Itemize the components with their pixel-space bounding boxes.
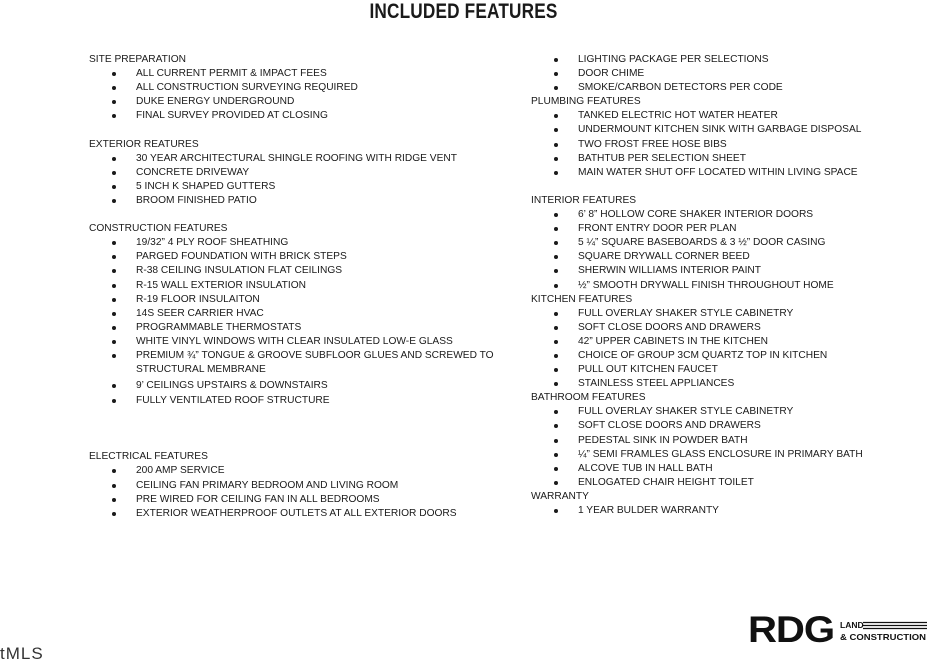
section-electrical-features (89, 450, 509, 520)
list-item: 9’ CEILINGS UPSTAIRS & DOWNSTAIRS (89, 379, 509, 393)
list-item: CONCRETE DRIVEWAY (89, 166, 509, 180)
right-column (531, 53, 911, 518)
list-item: 6’ 8” HOLLOW CORE SHAKER INTERIOR DOORS (531, 208, 911, 222)
list-item: WHITE VINYL WINDOWS WITH CLEAR INSULATED LOW-E GLASS (89, 335, 509, 349)
list-item: LIGHTING PACKAGE PER SELECTIONS (531, 53, 911, 67)
mls-watermark: tMLS (0, 644, 44, 663)
section-kitchen-features (531, 293, 911, 392)
list-item: ½” SMOOTH DRYWALL FINISH THROUGHOUT HOME (531, 279, 911, 293)
feature-list (531, 405, 911, 490)
list-item: FULL OVERLAY SHAKER STYLE CABINETRY (531, 405, 911, 419)
list-item: PRE WIRED FOR CEILING FAN IN ALL BEDROOMS (89, 493, 509, 507)
list-item: SQUARE DRYWALL CORNER BEED (531, 250, 911, 264)
list-item: ¼” SEMI FRAMLES GLASS ENCLOSURE IN PRIMARY BATH (531, 448, 911, 462)
list-item: SHERWIN WILLIAMS INTERIOR PAINT (531, 264, 911, 278)
list-item: PROGRAMMABLE THERMOSTATS (89, 321, 509, 335)
list-item: ALL CONSTRUCTION SURVEYING REQUIRED (89, 81, 509, 95)
section-title: PLUMBING FEATURES (531, 96, 641, 108)
section-warranty (531, 490, 911, 518)
section-title: KITCHEN FEATURES (531, 293, 633, 305)
logo-mark: RDG (748, 609, 834, 648)
feature-list (531, 208, 911, 293)
section-title: INTERIOR FEATURES (531, 194, 637, 206)
list-item: PEDESTAL SINK IN POWDER BATH (531, 434, 911, 448)
section-site-preparation (89, 53, 509, 123)
list-item: DOOR CHIME (531, 67, 911, 81)
section-interior-features (531, 194, 911, 293)
list-item: 42” UPPER CABINETS IN THE KITCHEN (531, 335, 911, 349)
feature-list (89, 67, 509, 123)
section-title: CONSTRUCTION FEATURES (89, 223, 228, 235)
feature-list (531, 307, 911, 392)
list-item: 1 YEAR BULDER WARRANTY (531, 504, 911, 518)
feature-list (89, 152, 509, 208)
left-column (89, 53, 509, 521)
section-exterior-features (89, 138, 509, 208)
list-item: STAINLESS STEEL APPLIANCES (531, 377, 911, 391)
list-item: R-19 FLOOR INSULAITON (89, 293, 509, 307)
list-item: 200 AMP SERVICE (89, 464, 509, 478)
list-item: EXTERIOR WEATHERPROOF OUTLETS AT ALL EXTERIOR DOORS (89, 507, 509, 521)
list-item: PULL OUT KITCHEN FAUCET (531, 363, 911, 377)
section-title: SITE PREPARATION (89, 54, 186, 65)
feature-list (531, 109, 911, 179)
list-item: PREMIUM ¾” TONGUE & GROOVE SUBFLOOR GLUES AND SCREWED TO STRUCTURAL MEMBRANE (89, 349, 496, 377)
page-title: INCLUDED FEATURES (369, 0, 558, 23)
feature-list (531, 504, 911, 518)
list-item: SMOKE/CARBON DETECTORS PER CODE (531, 81, 911, 95)
list-item: FULL OVERLAY SHAKER STYLE CABINETRY (531, 307, 911, 321)
list-item: BATHTUB PER SELECTION SHEET (531, 152, 911, 166)
section-title: BATHROOM FEATURES (531, 392, 646, 404)
section-plumbing-features (531, 95, 911, 180)
list-item: ALCOVE TUB IN HALL BATH (531, 462, 911, 476)
list-item: BROOM FINISHED PATIO (89, 194, 509, 208)
list-item: MAIN WATER SHUT OFF LOCATED WITHIN LIVING SPACE (531, 166, 911, 180)
list-item: SOFT CLOSE DOORS AND DRAWERS (531, 419, 911, 433)
list-item: 30 YEAR ARCHITECTURAL SHINGLE ROOFING WITH RIDGE VENT (89, 152, 509, 166)
section-title: WARRANTY (531, 490, 589, 502)
feature-list-continued (531, 53, 911, 95)
list-item: 5 ¼” SQUARE BASEBOARDS & 3 ½” DOOR CASING (531, 236, 911, 250)
section-title: ELECTRICAL FEATURES (89, 451, 208, 463)
feature-list (89, 236, 509, 408)
list-item: FRONT ENTRY DOOR PER PLAN (531, 222, 911, 236)
list-item: 5 INCH K SHAPED GUTTERS (89, 180, 509, 194)
section-title: EXTERIOR REATURES (89, 138, 199, 150)
list-item: UNDERMOUNT KITCHEN SINK WITH GARBAGE DISPOSAL (531, 123, 911, 137)
list-item: ALL CURRENT PERMIT & IMPACT FEES (89, 67, 509, 81)
list-item: ENLOGATED CHAIR HEIGHT TOILET (531, 476, 911, 490)
list-item: CEILING FAN PRIMARY BEDROOM AND LIVING ROOM (89, 479, 509, 493)
list-item: SOFT CLOSE DOORS AND DRAWERS (531, 321, 911, 335)
section-construction-features (89, 222, 509, 408)
feature-list (89, 464, 509, 520)
list-item: TANKED ELECTRIC HOT WATER HEATER (531, 109, 911, 123)
list-item: FULLY VENTILATED ROOF STRUCTURE (89, 394, 509, 408)
list-item: R-38 CEILING INSULATION FLAT CEILINGS (89, 264, 509, 278)
section-bathroom-features (531, 391, 911, 490)
logo-line1: LAND (840, 620, 864, 630)
list-item: FINAL SURVEY PROVIDED AT CLOSING (89, 109, 509, 123)
list-item: 14S SEER CARRIER HVAC (89, 307, 509, 321)
list-item: DUKE ENERGY UNDERGROUND (89, 95, 509, 109)
list-item: TWO FROST FREE HOSE BIBS (531, 138, 911, 152)
list-item: 19/32” 4 PLY ROOF SHEATHING (89, 236, 509, 250)
rdg-logo (748, 608, 927, 648)
logo-line2: & CONSTRUCTION (840, 632, 926, 642)
list-item: R-15 WALL EXTERIOR INSULATION (89, 279, 509, 293)
list-item: PARGED FOUNDATION WITH BRICK STEPS (89, 250, 509, 264)
list-item: CHOICE OF GROUP 3CM QUARTZ TOP IN KITCHEN (531, 349, 911, 363)
